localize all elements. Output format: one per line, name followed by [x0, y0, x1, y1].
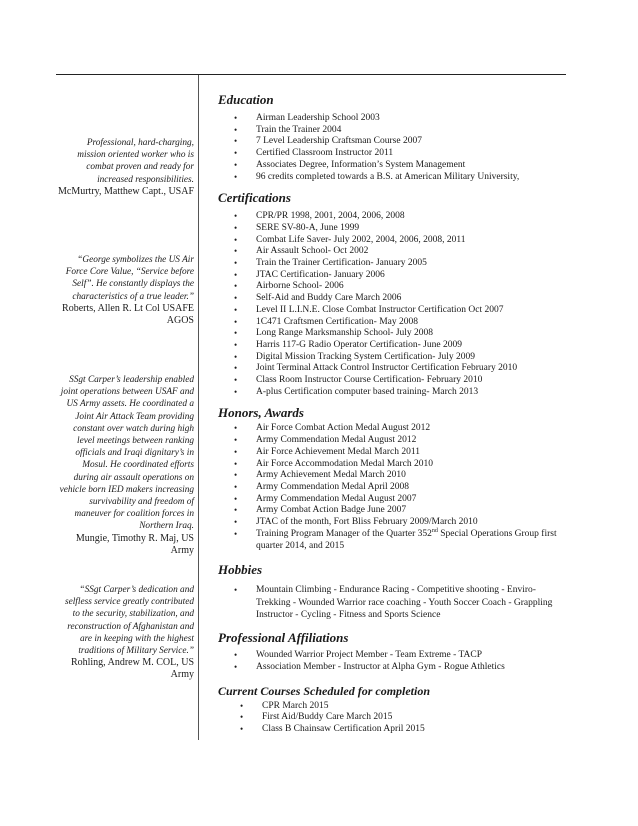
hobbies-list — [218, 584, 568, 621]
item-text: Certified Classroom Instructor 2011 — [256, 148, 394, 159]
bullet-icon: • — [234, 246, 238, 257]
item-text: 96 credits completed towards a B.S. at American Military University, — [256, 171, 520, 182]
list-item — [218, 712, 568, 724]
list-item — [218, 470, 568, 482]
list-item — [218, 701, 568, 713]
list-item — [218, 517, 568, 529]
item-text: JTAC Certification- January 2006 — [256, 269, 385, 280]
column-divider — [198, 75, 199, 740]
section-heading: Hobbies — [218, 562, 263, 578]
bullet-icon: • — [234, 304, 238, 315]
testimonial-2 — [58, 254, 194, 327]
testimonial-quote: Professional, hard-charging, mission oriented worker who is combat proven and ready for increased responsibilities. — [77, 138, 194, 185]
bullet-icon: • — [234, 234, 238, 245]
item-text: JTAC of the month, Fort Bliss February 2009/March 2010 — [256, 517, 478, 528]
item-text: Digital Mission Tracking System Certification- July 2009 — [256, 351, 476, 362]
item-text: CPR/PR 1998, 2001, 2004, 2006, 2008 — [256, 211, 405, 222]
list-item — [218, 447, 568, 459]
item-text: Airborne School- 2006 — [256, 281, 344, 292]
item-text: Airman Leadership School 2003 — [256, 113, 380, 123]
item-text: Army Commendation Medal August 2007 — [256, 493, 417, 504]
item-text: CPR March 2015 — [262, 700, 329, 711]
list-item — [218, 136, 568, 148]
bullet-icon: • — [234, 148, 238, 159]
bullet-icon: • — [234, 339, 238, 350]
item-text: Combat Life Saver- July 2002, 2004, 2006, 2008, 2011 — [256, 234, 466, 245]
list-item — [218, 305, 568, 317]
item-text: Wounded Warrior Project Member - Team Extreme - TACP — [256, 650, 483, 661]
bullet-icon: • — [234, 281, 238, 292]
item-text: SERE SV-80-A, June 1999 — [256, 222, 360, 233]
item-text: Joint Terminal Attack Control Instructor Certification February 2010 — [256, 363, 518, 374]
bullet-icon: • — [234, 585, 238, 596]
list-item — [218, 125, 568, 137]
list-item — [218, 223, 568, 235]
bullet-icon: • — [234, 423, 238, 434]
honors-list — [218, 423, 568, 528]
item-text: Air Force Accommodation Medal March 2010 — [256, 458, 434, 469]
list-item — [218, 375, 568, 387]
bullet-icon: • — [234, 458, 238, 469]
bullet-icon: • — [234, 258, 238, 269]
testimonial-quote: “George symbolizes the US Air Force Core Value, “Service before Self”. He constantly displays the characteristics of a true leader.” — [65, 255, 194, 302]
affiliations-section — [218, 630, 568, 673]
list-item — [218, 270, 568, 282]
list-item — [218, 584, 568, 621]
certifications-list — [218, 211, 568, 398]
list-item — [218, 423, 568, 435]
list-item — [218, 724, 568, 736]
testimonial-quote: SSgt Carper’s leadership enabled joint operations between USAF and US Army assets. He coordinated a Joint Air Attack Team providing constant over watch during high level meetings between ranking officials and Iraqi dignitary’s in Mosul. He coordinated efforts during air assault operations on vehicle born IED makers increasing survivability and freedom of maneuver for coalition forces in Northern Iraq. — [59, 375, 194, 532]
bullet-icon: • — [234, 470, 238, 481]
item-text: Army Commendation Medal August 2012 — [256, 435, 417, 446]
item-text: A-plus Certification computer based training- March 2013 — [256, 386, 479, 397]
bullet-icon: • — [234, 446, 238, 457]
bullet-icon: • — [234, 222, 238, 233]
honors-list-tail — [218, 529, 568, 552]
item-text: Harris 117-G Radio Operator Certification- June 2009 — [256, 339, 462, 350]
list-item — [218, 494, 568, 506]
item-text: Class Room Instructor Course Certification- February 2010 — [256, 375, 483, 386]
item-text: 7 Level Leadership Craftsman Course 2007 — [256, 136, 422, 147]
list-item — [218, 160, 568, 172]
list-item — [218, 435, 568, 447]
item-text: Train the Trainer Certification- January 2005 — [256, 258, 427, 269]
education-list — [218, 113, 568, 183]
list-item — [218, 459, 568, 471]
item-text: Level II L.I.N.E. Close Combat Instructor Certification Oct 2007 — [256, 304, 504, 315]
section-heading: Current Courses Scheduled for completion — [218, 683, 431, 698]
item-text: Army Achievement Medal March 2010 — [256, 470, 406, 481]
testimonial-1 — [58, 137, 194, 198]
list-item — [218, 293, 568, 305]
list-item — [218, 317, 568, 329]
bullet-icon: • — [234, 505, 238, 516]
item-text: Army Combat Action Badge June 2007 — [256, 505, 407, 516]
list-item — [218, 352, 568, 364]
bullet-icon: • — [234, 316, 238, 327]
section-heading: Certifications — [218, 190, 291, 206]
testimonial-3 — [58, 374, 194, 557]
item-text: Army Commendation Medal April 2008 — [256, 481, 410, 492]
list-item — [218, 529, 568, 552]
item-text: Class B Chainsaw Certification April 2015 — [262, 723, 425, 734]
item-text: Association Member - Instructor at Alpha Gym - Rogue Athletics — [256, 661, 505, 672]
item-text: Self-Aid and Buddy Care March 2006 — [256, 293, 402, 304]
bullet-icon: • — [234, 293, 238, 304]
hobbies-section — [218, 562, 568, 621]
bullet-icon: • — [234, 269, 238, 280]
item-text: Air Force Combat Action Medal August 2012 — [256, 423, 431, 434]
item-text: Air Force Achievement Medal March 2011 — [256, 446, 421, 457]
bullet-icon: • — [240, 700, 244, 711]
bullet-icon: • — [234, 661, 238, 672]
testimonial-attribution: Roberts, Allen R. Lt Col USAFE AGOS — [62, 302, 194, 327]
item-text: First Aid/Buddy Care March 2015 — [262, 712, 393, 723]
item-text-pre: Training Program Manager of the Quarter 352 — [256, 528, 432, 539]
list-item — [218, 650, 568, 662]
bullet-icon: • — [234, 481, 238, 492]
testimonial-attribution: Mungie, Timothy R. Maj, US Army — [75, 532, 194, 556]
courses-section — [218, 683, 568, 736]
list-item — [218, 148, 568, 160]
bullet-icon: • — [234, 528, 238, 539]
bullet-icon: • — [234, 171, 238, 182]
ordinal-suffix: nd — [431, 527, 438, 534]
list-item — [218, 281, 568, 293]
honors-section — [218, 405, 568, 552]
list-item — [218, 482, 568, 494]
list-item — [218, 246, 568, 258]
bullet-icon: • — [240, 712, 244, 723]
testimonial-attribution: McMurtry, Matthew Capt., USAF — [58, 185, 195, 197]
top-horizontal-rule — [56, 74, 566, 75]
bullet-icon: • — [234, 124, 238, 135]
bullet-icon: • — [234, 113, 238, 123]
list-item — [218, 340, 568, 352]
courses-list — [218, 701, 568, 736]
item-text-post: Special Operations Group first quarter 2014, and 2015 — [256, 528, 557, 551]
bullet-icon: • — [234, 650, 238, 661]
bullet-icon: • — [234, 351, 238, 362]
item-text: Long Range Marksmanship School- July 2008 — [256, 328, 434, 339]
item-text: Air Assault School- Oct 2002 — [256, 246, 369, 257]
resume-main-column — [218, 92, 568, 736]
list-item — [218, 662, 568, 674]
bullet-icon: • — [240, 723, 244, 734]
list-item — [218, 258, 568, 270]
list-item — [218, 172, 568, 184]
list-item — [218, 211, 568, 223]
bullet-icon: • — [234, 136, 238, 147]
testimonial-quote: “SSgt Carper’s dedication and selfless service greatly contributed to the security, stabilization, and reconstruction of Afghanistan and are in keeping with the highest traditions of Military Service.” — [64, 585, 194, 657]
bullet-icon: • — [234, 159, 238, 170]
bullet-icon: • — [234, 211, 238, 222]
section-heading: Honors, Awards — [218, 405, 304, 421]
list-item — [218, 387, 568, 399]
bullet-icon: • — [234, 375, 238, 386]
item-text: Mountain Climbing - Endurance Racing - Competitive shooting - Enviro-Trekking - Wounded Warrior race coaching - Youth Soccer Coach - Grappling Instructor - Cycling - Fitness and Sports Science — [256, 585, 553, 620]
section-heading: Education — [218, 92, 274, 107]
bullet-icon: • — [234, 363, 238, 374]
list-item — [218, 505, 568, 517]
item-text: Train the Trainer 2004 — [256, 124, 342, 135]
list-item — [218, 113, 568, 125]
list-item — [218, 328, 568, 340]
education-section — [218, 92, 568, 183]
bullet-icon: • — [234, 328, 238, 339]
list-item — [218, 363, 568, 375]
testimonial-4 — [58, 584, 194, 682]
certifications-section — [218, 190, 568, 398]
section-heading: Professional Affiliations — [218, 630, 349, 646]
affiliations-list — [218, 650, 568, 673]
bullet-icon: • — [234, 435, 238, 446]
bullet-icon: • — [234, 517, 238, 528]
item-text: Associates Degree, Information’s System Management — [256, 159, 466, 170]
testimonial-attribution: Rohling, Andrew M. COL, US Army — [70, 657, 194, 681]
item-text: 1C471 Craftsmen Certification- May 2008 — [256, 316, 418, 327]
bullet-icon: • — [234, 386, 238, 397]
list-item — [218, 235, 568, 247]
bullet-icon: • — [234, 493, 238, 504]
